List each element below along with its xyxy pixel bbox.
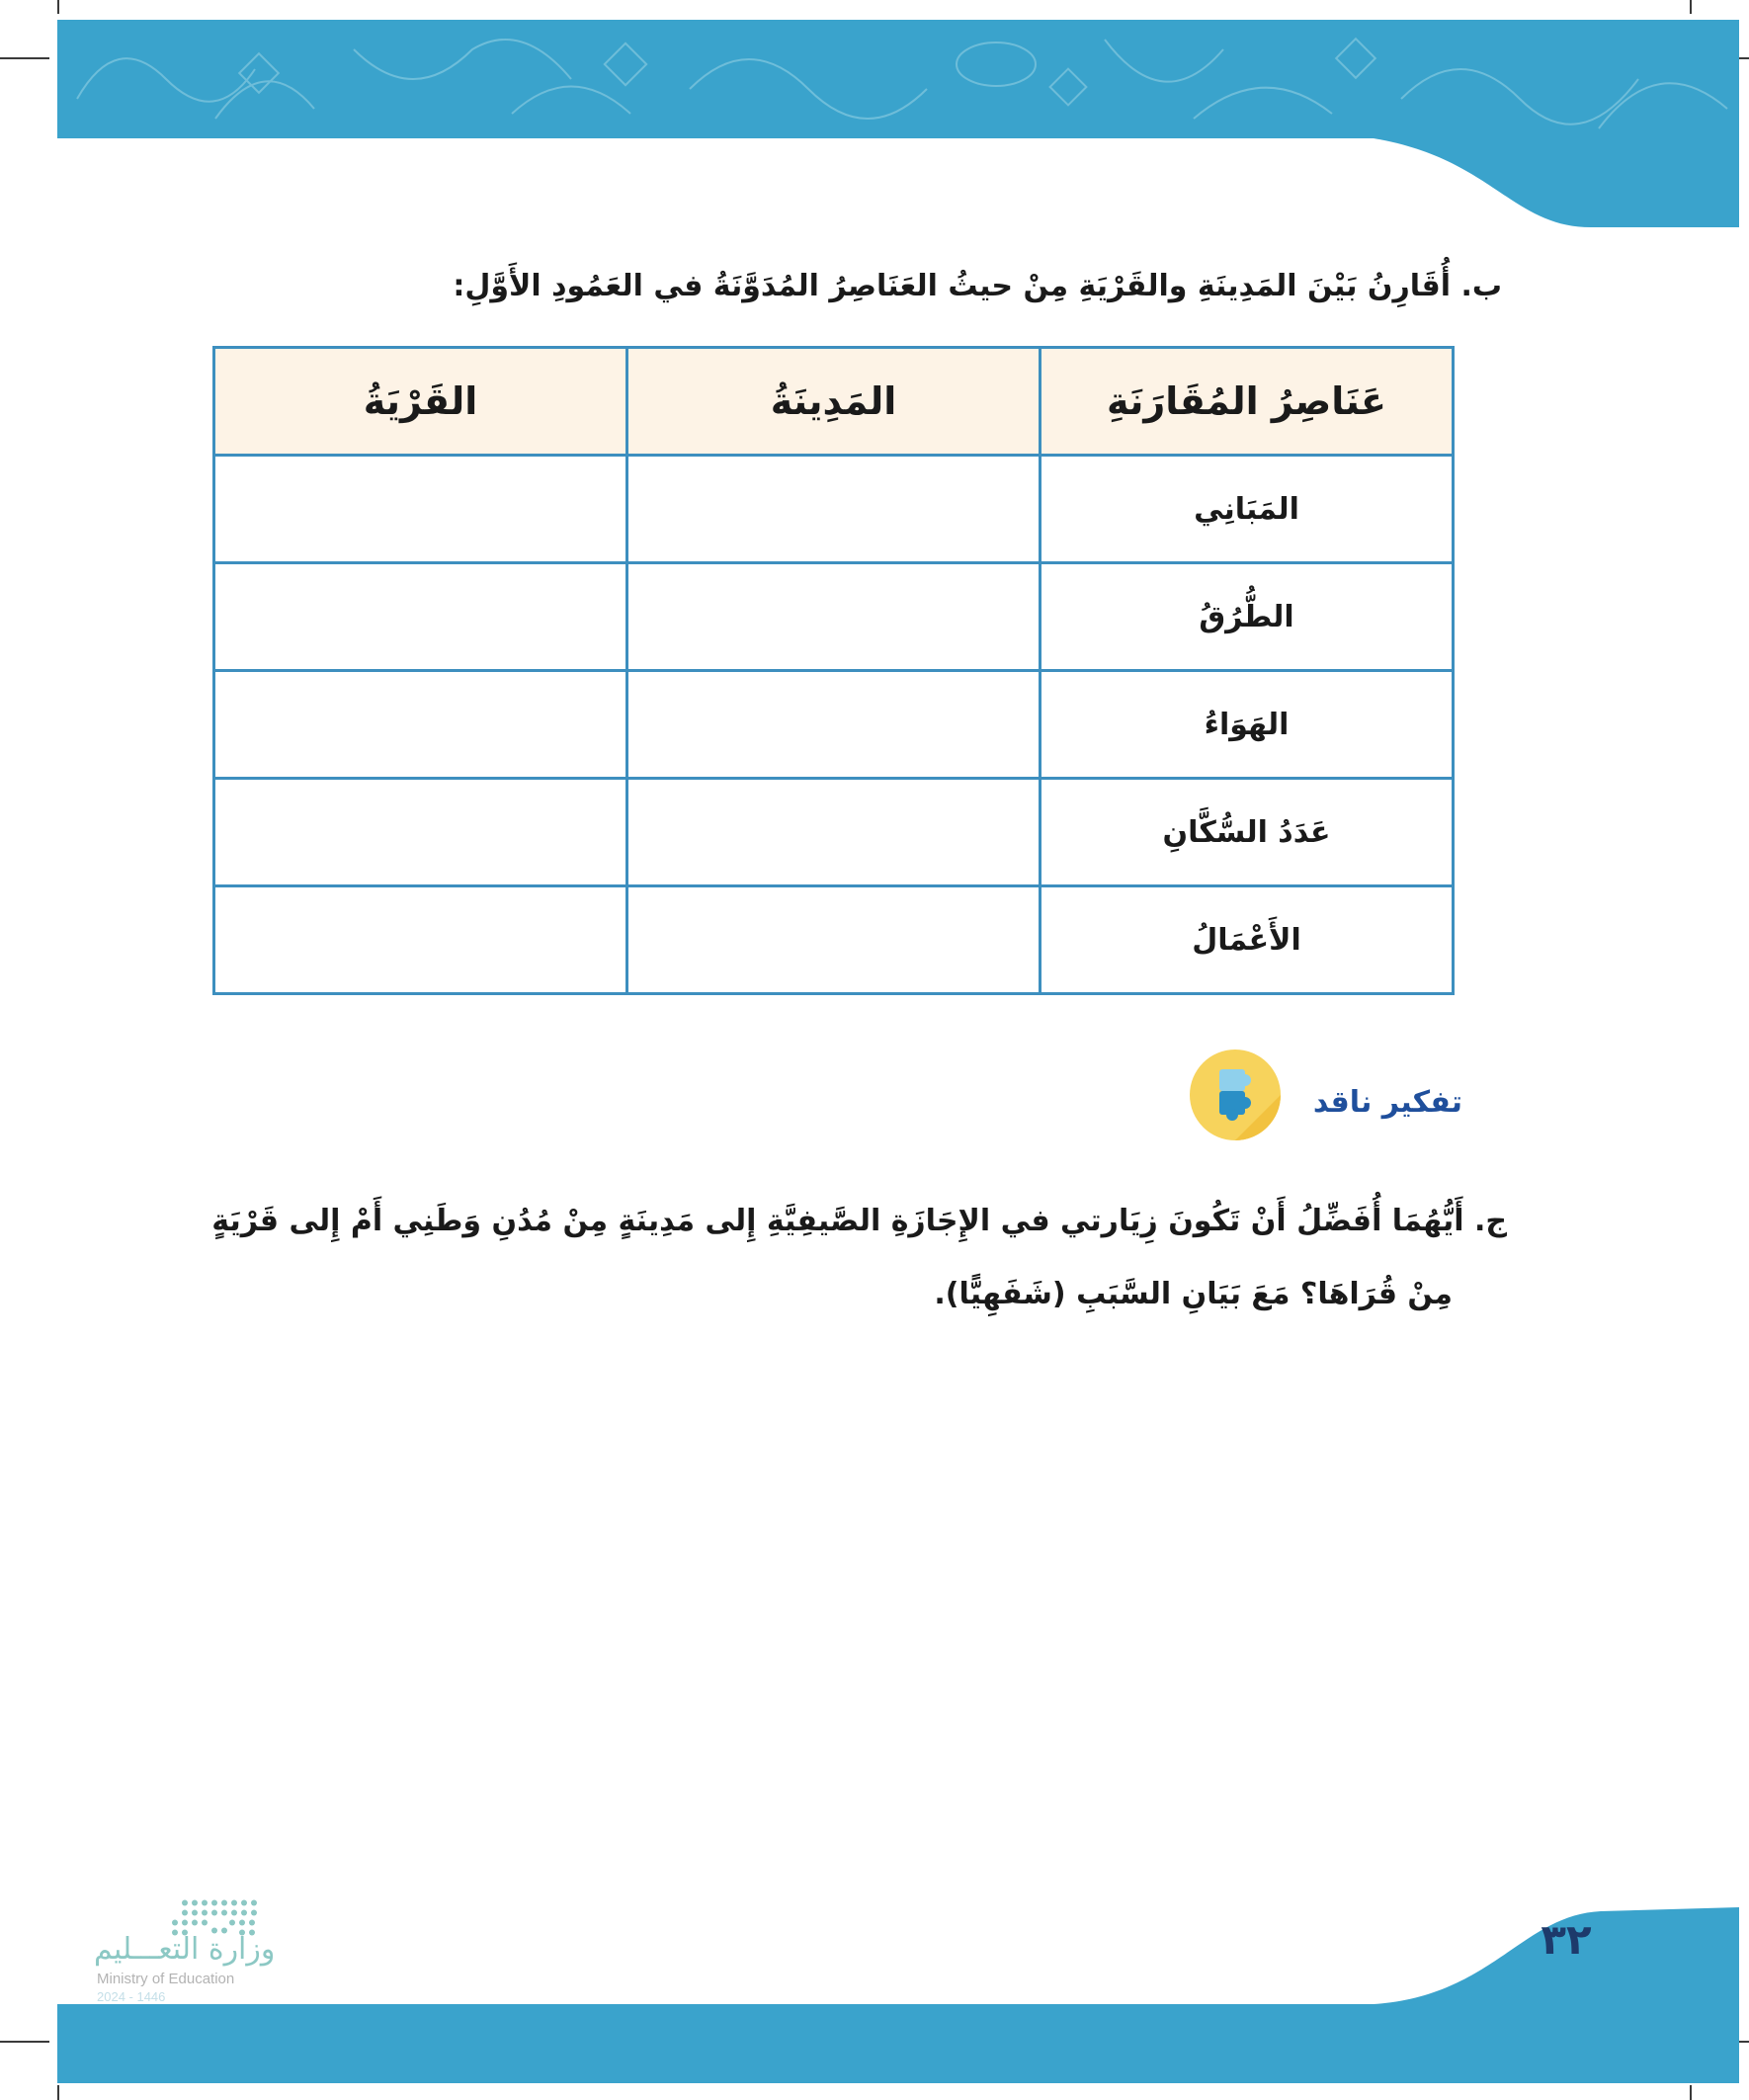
crop-mark bbox=[1690, 2085, 1692, 2100]
city-answer-cell[interactable] bbox=[627, 886, 1041, 994]
city-answer-cell[interactable] bbox=[627, 671, 1041, 779]
puzzle-icon bbox=[1190, 1050, 1281, 1140]
comparison-table bbox=[212, 346, 1455, 995]
critical-thinking-label: تفكير ناقد bbox=[1312, 1085, 1462, 1120]
crop-mark bbox=[0, 2041, 49, 2043]
question-b-text: ب. أُقَارِنُ بَيْنَ المَدِينَةِ والقَرْيَةِ مِنْ حيثُ العَنَاصِرُ المُدَوَّنَةُ في العَمُودِ الأَوَّلِ: bbox=[453, 269, 1502, 303]
row-element-label: الهَوَاءُ bbox=[1041, 671, 1454, 779]
village-answer-cell[interactable] bbox=[214, 456, 627, 563]
row-element-label: عَدَدُ السُّكَّانِ bbox=[1041, 779, 1454, 886]
village-answer-cell[interactable] bbox=[214, 563, 627, 671]
table-header-row bbox=[214, 348, 1454, 456]
village-answer-cell[interactable] bbox=[214, 671, 627, 779]
city-answer-cell[interactable] bbox=[627, 779, 1041, 886]
crop-mark bbox=[1690, 0, 1692, 14]
table-row bbox=[214, 779, 1454, 886]
city-answer-cell[interactable] bbox=[627, 456, 1041, 563]
crop-mark bbox=[0, 57, 49, 59]
header-elements: عَنَاصِرُ المُقَارَنَةِ bbox=[1041, 348, 1454, 456]
city-answer-cell[interactable] bbox=[627, 563, 1041, 671]
header-village: القَرْيَةُ bbox=[214, 348, 627, 456]
header-city: المَدِينَةُ bbox=[627, 348, 1041, 456]
header-wave bbox=[1374, 20, 1739, 227]
question-c-line2: مِنْ قُرَاهَا؟ مَعَ بَيَانِ السَّبَبِ (شَفَهِيًّا). bbox=[934, 1277, 1453, 1311]
ministry-name-en: Ministry of Education bbox=[97, 1971, 235, 1987]
ministry-name-ar: وزارة التعـــليم bbox=[94, 1932, 276, 1967]
row-element-label: الأَعْمَالُ bbox=[1041, 886, 1454, 994]
table-row bbox=[214, 456, 1454, 563]
critical-thinking-badge bbox=[1176, 1048, 1462, 1146]
crop-mark bbox=[57, 2085, 59, 2100]
question-c-line1: ج. أَيُّهُمَا أُفَضِّلُ أَنْ تَكُونَ زِيَارتي في الإِجَازَةِ الصَّيفِيَّةِ إِلى مَدِينَةٍ مِنْ مُدُنِ وَطَنِي أَمْ إِلى قَرْيَةٍ bbox=[211, 1204, 1507, 1238]
row-element-label: المَبَانِي bbox=[1041, 456, 1454, 563]
table-row bbox=[214, 563, 1454, 671]
table-row bbox=[214, 671, 1454, 779]
village-answer-cell[interactable] bbox=[214, 779, 627, 886]
ministry-year: 2024 - 1446 bbox=[97, 1989, 166, 2004]
footer-band bbox=[57, 2004, 1739, 2083]
crop-mark bbox=[57, 0, 59, 14]
table-row bbox=[214, 886, 1454, 994]
village-answer-cell[interactable] bbox=[214, 886, 627, 994]
page-number: ٣٢ bbox=[1541, 1915, 1592, 1964]
row-element-label: الطُّرُقُ bbox=[1041, 563, 1454, 671]
